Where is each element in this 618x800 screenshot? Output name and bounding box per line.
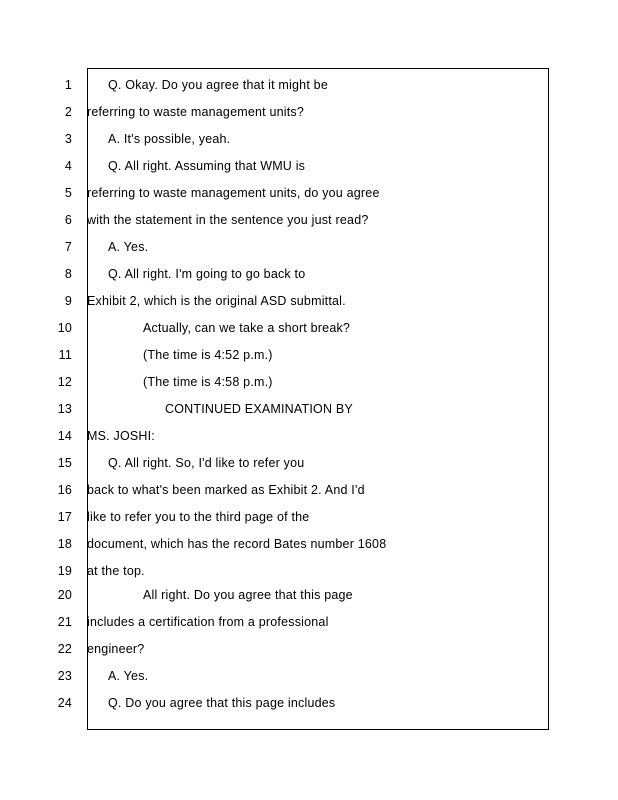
line-number: 24 [57,696,72,710]
transcript-line [0,318,618,338]
transcript-line [0,264,618,284]
line-text: back to what's been marked as Exhibit 2. And I'd [87,483,365,497]
line-number: 1 [64,78,72,92]
transcript-line [0,210,618,230]
line-number: 5 [64,186,72,200]
transcript-line [0,102,618,122]
line-number: 17 [57,510,72,524]
line-text: (The time is 4:58 p.m.) [143,375,273,389]
line-text: Exhibit 2, which is the original ASD submittal. [87,294,346,308]
line-number: 11 [58,348,72,362]
line-text: MS. JOSHI: [87,429,155,443]
transcript-line [0,612,618,632]
line-text: engineer? [87,642,145,656]
transcript-line [0,666,618,686]
transcript-line [0,129,618,149]
line-text: CONTINUED EXAMINATION BY [165,402,353,416]
line-text: referring to waste management units, do you agree [87,186,380,200]
line-number: 16 [57,483,72,497]
line-number: 13 [57,402,72,416]
line-text: Actually, can we take a short break? [143,321,351,335]
line-number: 19 [57,564,72,578]
line-number: 9 [64,294,72,308]
transcript-line [0,183,618,203]
transcript-line [0,534,618,554]
line-text: A. It's possible, yeah. [108,132,231,146]
line-number: 21 [57,615,72,629]
line-number: 10 [57,321,72,335]
line-text: A. Yes. [108,240,149,254]
transcript-line [0,561,618,581]
transcript-line [0,237,618,257]
transcript-line [0,156,618,176]
transcript-line [0,585,618,605]
transcript-line [0,693,618,713]
line-text: Q. Do you agree that this page includes [108,696,336,710]
line-number: 18 [57,537,72,551]
line-number: 15 [57,456,72,470]
line-number: 23 [57,669,72,683]
line-number: 6 [64,213,72,227]
transcript-line [0,75,618,95]
transcript-line [0,480,618,500]
line-text: with the statement in the sentence you just read? [87,213,369,227]
line-text: Q. Okay. Do you agree that it might be [108,78,328,92]
transcript-line [0,291,618,311]
line-number: 12 [57,375,72,389]
transcript-line [0,639,618,659]
line-number: 3 [64,132,72,146]
line-text: Q. All right. So, I'd like to refer you [108,456,305,470]
line-text: A. Yes. [108,669,149,683]
line-text: at the top. [87,564,145,578]
transcript-line [0,372,618,392]
line-text: All right. Do you agree that this page [143,588,353,602]
line-number: 7 [64,240,72,254]
line-text: referring to waste management units? [87,105,305,119]
line-text: (The time is 4:52 p.m.) [143,348,273,362]
transcript-line [0,453,618,473]
line-number: 14 [57,429,72,443]
transcript-line [0,399,618,419]
line-number: 22 [57,642,72,656]
transcript-line [0,345,618,365]
line-number: 2 [64,105,72,119]
line-number: 8 [64,267,72,281]
line-text: document, which has the record Bates number 1608 [87,537,387,551]
line-number: 4 [64,159,72,173]
transcript-line [0,426,618,446]
transcript-line [0,507,618,527]
line-number: 20 [57,588,72,602]
line-text: like to refer you to the third page of the [87,510,310,524]
line-text: Q. All right. Assuming that WMU is [108,159,306,173]
line-text: includes a certification from a professional [87,615,329,629]
line-text: Q. All right. I'm going to go back to [108,267,306,281]
